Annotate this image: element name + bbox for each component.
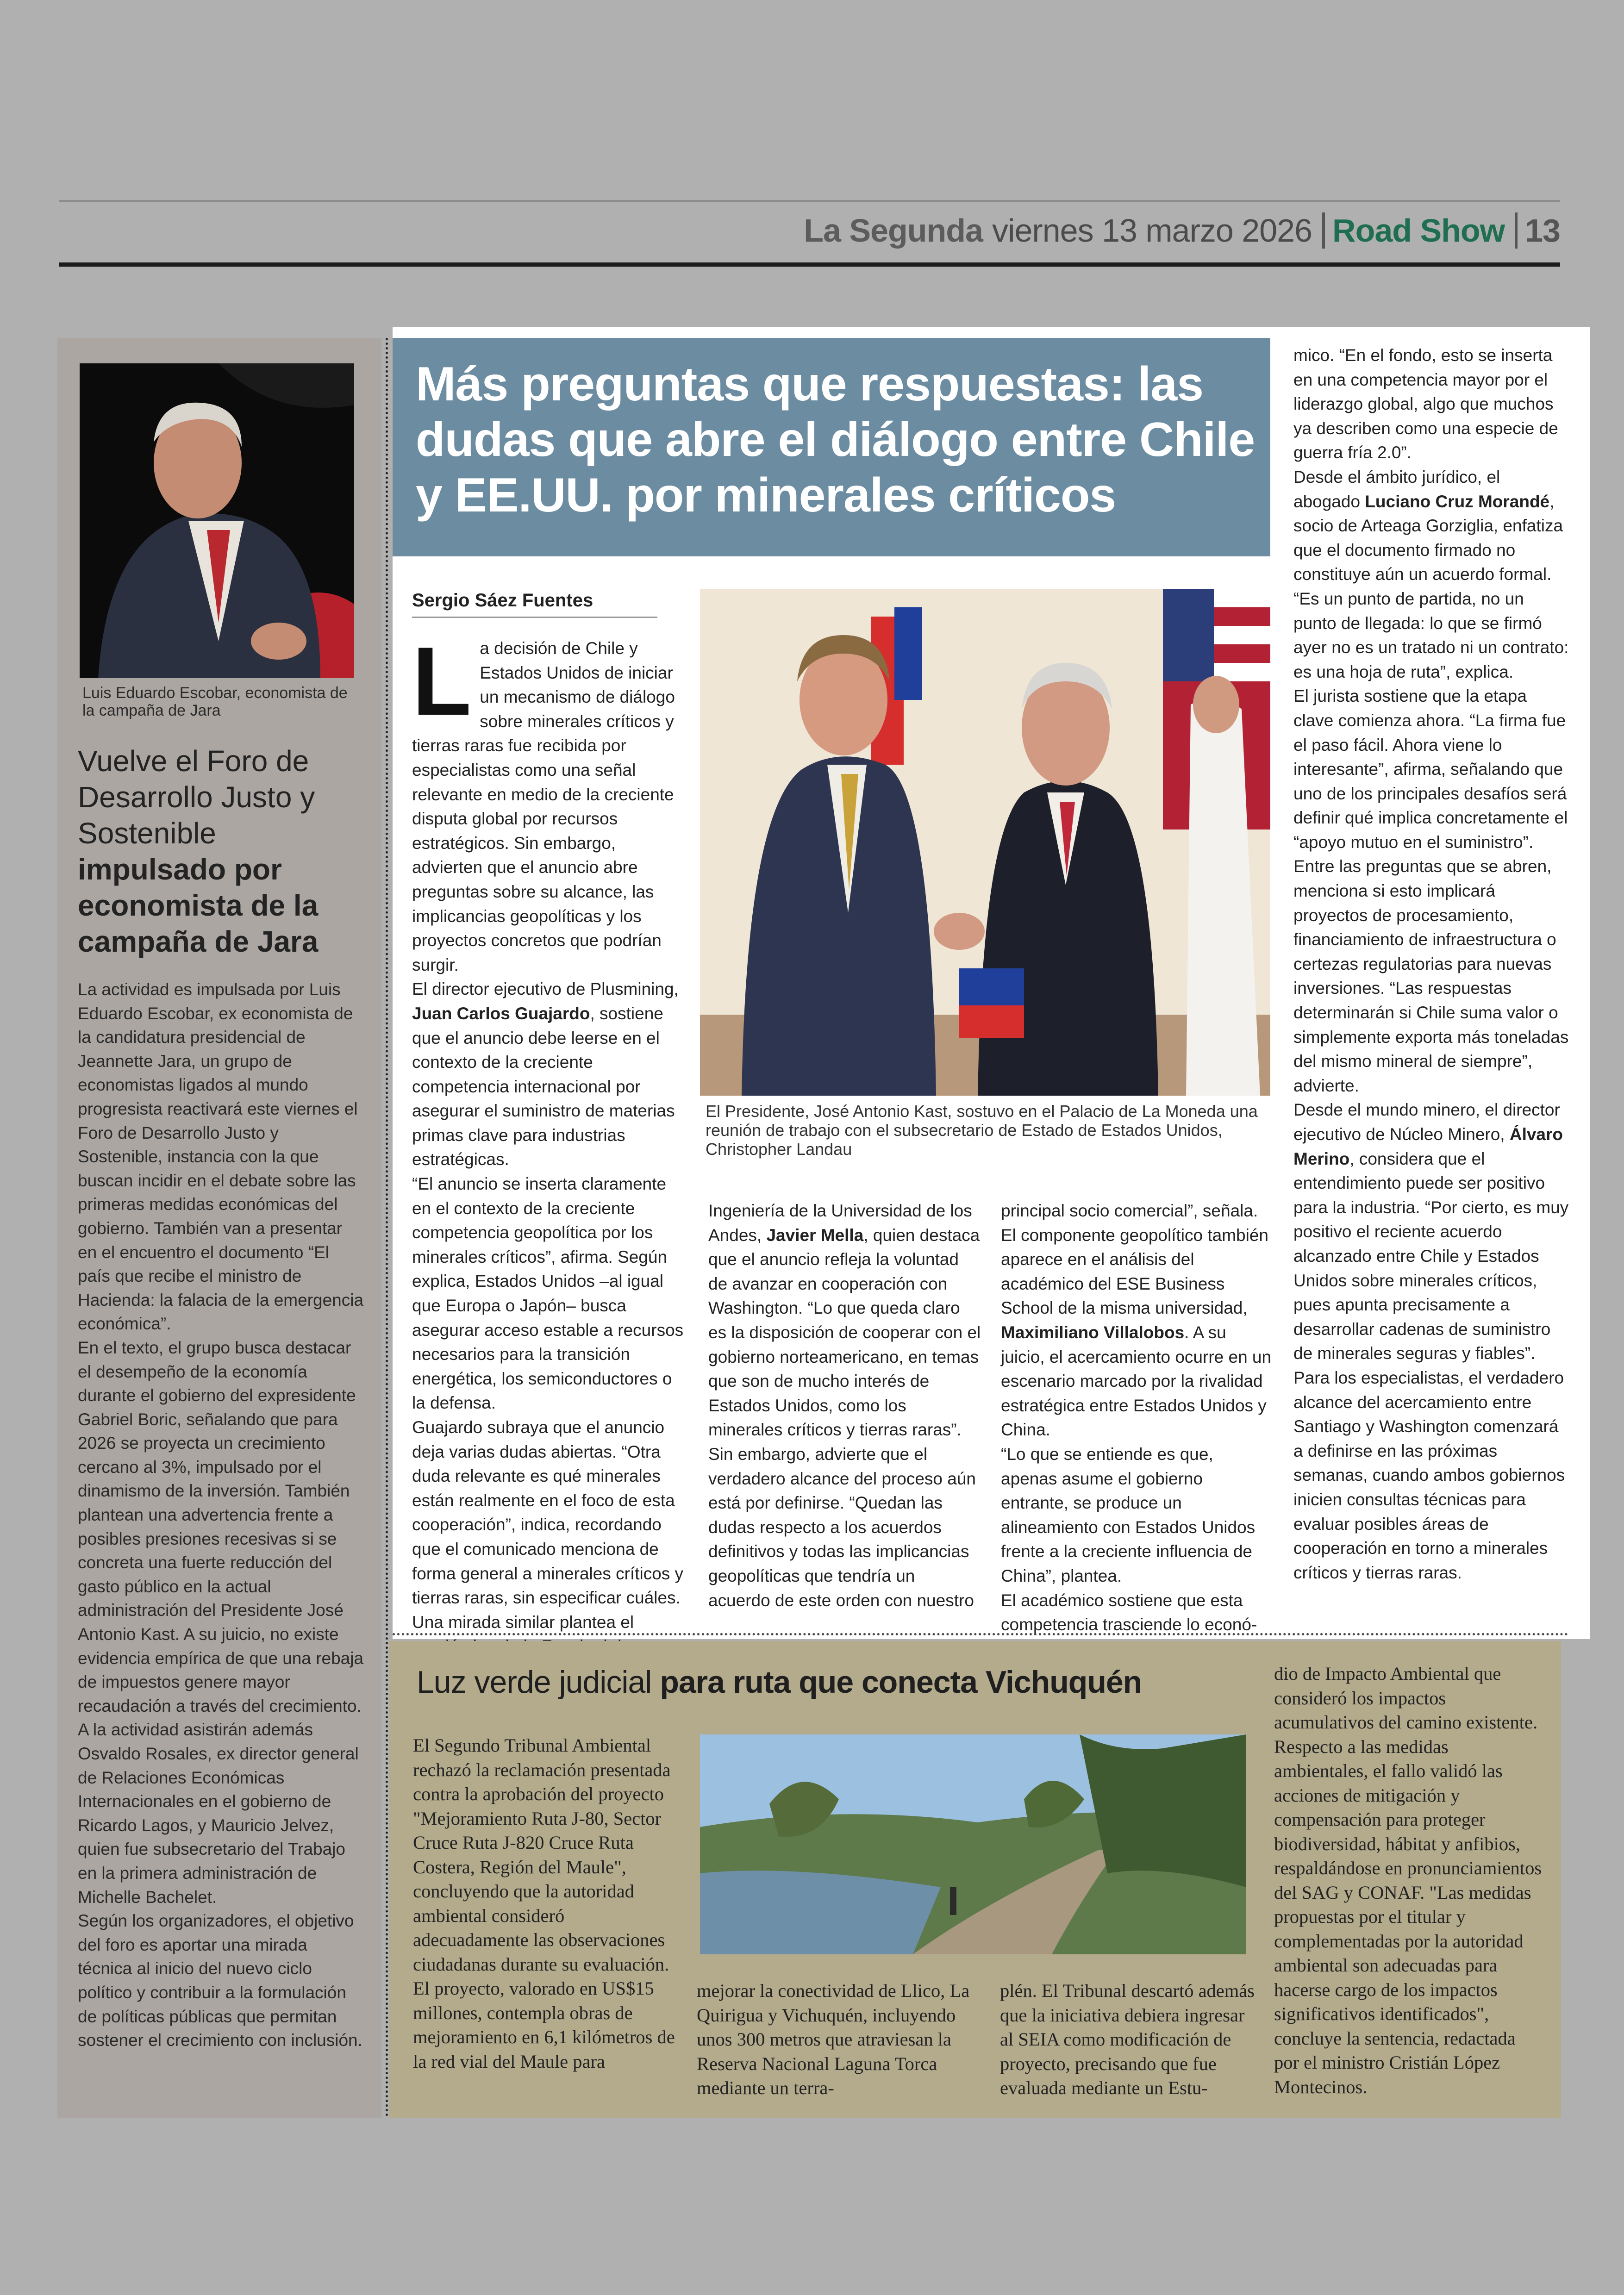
paragraph (708, 1199, 981, 1442)
paragraph: El jurista sostiene que la etapa clave comienza ahora. “La firma fue el paso fácil. Ahora viene lo interesante”, afirma, señalando que uno de los principales desafíos será definir qué implica concretamente el “apoyo mutuo en el suministro”. (1293, 686, 1568, 852)
text-run: , considera que el entendimiento puede ser positivo para la industria. “Por cierto, es muy positivo el reciente acuerdo alcanzado entre Chile y Estados Unidos sobre minerales críticos, pues apunta precisamente a desarrollar cadenas de suministro de minerales seguras y fiables”. (1293, 1149, 1569, 1363)
paragraph: El académico sostiene que esta competencia trasciende lo econó- (1001, 1590, 1257, 1634)
text-run: Ingeniería de la Universidad de los Andes, (708, 1201, 972, 1245)
text-run: El componente geopolítico también aparece en el análisis del académico del ESE Business School de la misma universidad, (1001, 1225, 1268, 1318)
paragraph: principal socio comercial”, señala. (1001, 1201, 1258, 1220)
page-header (59, 208, 1560, 252)
main-photo-caption: El Presidente, José Antonio Kast, sostuvo en el Palacio de La Moneda una reunión de trabajo con el subsecretario de Estado de Estados Unidos, Christopher Landau (706, 1102, 1258, 1159)
header-separator (1515, 212, 1518, 249)
bottom-headline-bold: para ruta que conecta Vichuquén (660, 1665, 1142, 1700)
header-separator (1322, 212, 1325, 249)
text-run: , socio de Arteaga Gorziglia, enfatiza que el documento firmado no constituye aún un acuerdo formal. “Es un punto de partida, no un punto de llegada: lo que se firmó ayer no es un tratado ni un contrato: es una hoja de ruta”, explica. (1293, 492, 1569, 681)
header-top-rule (59, 200, 1560, 202)
paragraph: Sin embargo, advierte que el verdadero alcance del proceso aún está por definirse. “Quedan las dudas respecto a los acuerdos definitivos y todas las implicancias geopolíticas que tendría un acuerdo de este orden con nuestro (708, 1444, 976, 1610)
bottom-article-photo (700, 1734, 1246, 1954)
paragraph (1293, 465, 1571, 684)
bottom-headline-light: Luz verde judicial (417, 1665, 652, 1700)
text-run: , sostiene que el anuncio debe leerse en el contexto de la creciente competencia internacional por asegurar el suministro de materias primas clave para industrias estratégicas. (412, 1004, 675, 1169)
sidebar-photo-caption: Luis Eduardo Escobar, economista de la campaña de Jara (82, 684, 348, 719)
text-run: El director ejecutivo de Plusmining, (412, 979, 679, 999)
article-column-4 (1293, 343, 1571, 1585)
paragraph: El proyecto, valorado en US$15 millones, contempla obras de mejoramiento en 6,1 kilómetros de la red vial del Maule para (413, 1978, 675, 2072)
sidebar-headline-light: Vuelve el Foro de Desarrollo Justo y Sostenible (78, 744, 315, 850)
paragraph: Respecto a las medidas ambientales, el fallo validó las acciones de mitigación y compensación para proteger biodiversidad, hábitat y anfibios, respaldándose en pronunciamientos del SAG y CONAF. "Las medidas propuestas por el titular y complementadas por la autoridad ambiental son adecuadas para hacerse cargo de los impactos significativos identificados", concluye la sentencia, redactada por el ministro Cristián López Montecinos. (1274, 1736, 1542, 2097)
bottom-headline (417, 1664, 1296, 1700)
paragraph: La actividad es impulsada por Luis Eduardo Escobar, ex economista de la candidatura presidencial de Jeannette Jara, un grupo de economistas ligados al mundo progresista reactivará este viernes el Foro de Desarrollo Justo y Sostenible, instancia con la que buscan incidir en el debate sobre las primeras medidas económicas del gobierno. También van a presentar en el encuentro el documento “El país que recibe el ministro de Hacienda: la falacia de la emergencia económica”. (78, 980, 364, 1334)
paragraph (1001, 1223, 1274, 1442)
header-bottom-rule (59, 262, 1560, 267)
sidebar-photo (80, 363, 354, 678)
paragraph: Guajardo subraya que el anuncio deja varias dudas abiertas. “Otra duda relevante es qué minerales están realmente en el foco de esta cooperación”, indica, recordando que el comunicado menciona de forma general a minerales críticos y tierras raras, sin especificar cuáles. (412, 1418, 684, 1608)
section-name: Road Show (1332, 212, 1505, 249)
sidebar-headline-bold: impulsado por economista de la campaña de Jara (78, 853, 319, 958)
main-article-photo (700, 589, 1270, 1096)
paragraph: El Segundo Tribunal Ambiental rechazó la reclamación presentada contra la aprobación del proyecto "Mejoramiento Ruta J-80, Sector Cruce Ruta J-820 Cruce Ruta Costera, Región del Maule", concluyendo que la autoridad ambiental consideró adecuadamente las observaciones ciudadanas durante su evaluación. (413, 1735, 671, 1975)
paragraph: “El anuncio se inserta claramente en el contexto de la creciente competencia geopolítica por los minerales críticos”, afirma. Según explica, Estados Unidos –al igual que Europa o Japón– busca asegurar acceso estable a recursos necesarios para la transición energética, los semiconductores o la defensa. (412, 1174, 684, 1413)
publication-name: La Segunda (804, 212, 983, 249)
bottom-column-1 (413, 1734, 677, 2074)
issue-date: viernes 13 marzo 2026 (992, 212, 1312, 249)
article-column-3 (1001, 1199, 1274, 1637)
paragraph (412, 977, 685, 1172)
person-name: Juan Carlos Guajardo (412, 1004, 590, 1023)
text-run: Desde el mundo minero, el director ejecutivo de Núcleo Minero, (1293, 1100, 1560, 1144)
page-number: 13 (1525, 212, 1560, 249)
bottom-column-2: mejorar la conectividad de Llico, La Quiriguа y Vichuquén, incluyendo unos 300 metros que atraviesan la Reserva Nacional Laguna Torca mediante un terra- (697, 1980, 970, 2098)
vertical-divider (386, 338, 388, 2118)
main-headline: Más preguntas que respuestas: las dudas que abre el diálogo entre Chile y EE.UU. por minerales críticos (416, 357, 1255, 522)
paragraph: “Lo que se entiende es que, apenas asume el gobierno entrante, se produce un alineamiento con Estados Unidos frente a la creciente influencia de China”, plantea. (1001, 1444, 1255, 1585)
person-name: Javier Mella (766, 1225, 864, 1245)
paragraph: Según los organizadores, el objetivo del foro es aportar una mirada técnica al inicio del nuevo ciclo político y contribuir a la formulación de políticas públicas que permitan sostener el crecimiento con inclusión. (78, 1911, 362, 2050)
paragraph: a decisión de Chile y Estados Unidos de iniciar un mecanismo de diálogo sobre minerales críticos y tierras raras fue recibida por especialistas como una señal relevante en medio de la creciente disputa global por recursos estratégicos. Sin embargo, advierten que el anuncio abre preguntas sobre su alcance, las implicancias geopolíticas y los proyectos concretos que podrían surgir. (412, 639, 675, 974)
article-column-1 (412, 627, 685, 1659)
paragraph: Entre las preguntas que se abren, menciona si esto implicará proyectos de procesamiento, financiamiento de infraestructura o certezas regulatorias para nuevas inversiones. “Las respuestas determinarán si Chile suma valor o simplemente exporta más toneladas del mismo mineral de siempre”, advierte. (1293, 857, 1569, 1095)
person-name: Álvaro Merino (1293, 1125, 1563, 1168)
byline: Sergio Sáez Fuentes (412, 590, 657, 618)
drop-cap: L (412, 627, 472, 736)
horizontal-dotted-divider (393, 1633, 1568, 1635)
paragraph: mico. “En el fondo, esto se inserta en una competencia mayor por el liderazgo global, algo que muchos ya describen como una especie de guerra fría 2.0”. (1293, 346, 1558, 462)
text-run: Desde el ámbito jurídico, el abogado (1293, 467, 1500, 511)
paragraph: dio de Impacto Ambiental que consideró los impactos acumulativos del camino existente. (1274, 1663, 1538, 1733)
person-name: Maximiliano Villalobos (1001, 1322, 1185, 1342)
text-run: . A su juicio, el acercamiento ocurre en un escenario marcado por la rivalidad estratégica entre Estados Unidos y China. (1001, 1322, 1272, 1440)
paragraph (1293, 1098, 1571, 1366)
person-name: Luciano Cruz Morandé (1365, 492, 1550, 511)
sidebar-headline (78, 743, 365, 960)
paragraph: A la actividad asistirán además Osvaldo Rosales, ex director general de Relaciones Económicas Internacionales en el gobierno de Ricardo Lagos, y Mauricio Jelvez, quien fue subsecretario del Trabajo en la primera administración de Michelle Bachelet. (78, 1720, 359, 1907)
paragraph: Una mirada similar plantea el (412, 1612, 634, 1632)
sidebar-body (78, 978, 365, 2052)
bottom-column-4 (1274, 1662, 1543, 2099)
paragraph: Para los especialistas, el verdadero alcance del acercamiento entre Santiago y Washington comenzará a definirse en las próximas semanas, cuando ambos gobiernos inicien consultas técnicas para evaluar posibles áreas de cooperación en torno a minerales críticos y tierras raras. (1293, 1368, 1565, 1582)
paragraph: En el texto, el grupo busca destacar el desempeño de la economía durante el gobierno del expresidente Gabriel Boric, señalando que para 2026 se proyecta un crecimiento cercano al 3%, impulsado por el dinamismo de la inversión. También plantean una advertencia frente a posibles presiones recesivas si se concreta una fuerte reducción del gasto público en la actual administración del Presidente José Antonio Kast. A su juicio, no existe evidencia empírica de que una rebaja de impuestos genere mayor recaudación a través del crecimiento. (78, 1338, 364, 1715)
text-run: , quien destaca que el anuncio refleja la voluntad de avanzar en cooperación con Washington. “Lo que queda claro es la disposición de cooperar con el gobierno norteamericano, en temas que son de mucho interés de Estados Unidos, como los minerales críticos y tierras raras”. (708, 1225, 981, 1440)
bottom-column-3: plén. El Tribunal descartó además que la iniciativa debiera ingresar al SEIA como modificación de proyecto, precisando que fue evaluada mediante un Estu- (1000, 1980, 1255, 2098)
article-column-2 (708, 1199, 981, 1613)
